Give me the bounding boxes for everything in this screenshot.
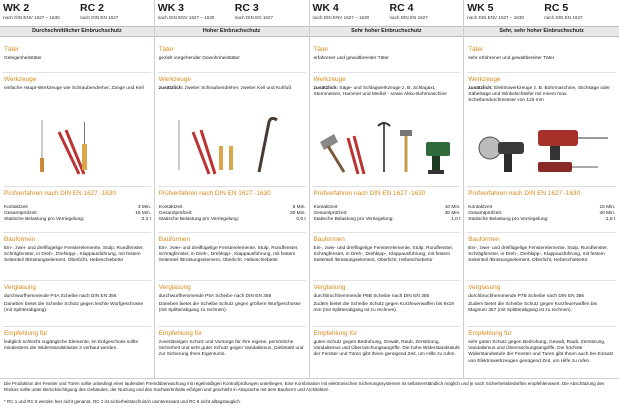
pruef-title: Prüfverfahren nach DIN EN 1627 -1630 <box>313 190 426 197</box>
taeter-section <box>159 46 306 62</box>
statisch-row <box>159 217 306 223</box>
verglasung-text2: Daneben bietet die Scheibe Schutz gegen leichte Wurfgeschosse (mit Splitterabgang). <box>4 302 144 314</box>
taeter-title: Täter <box>158 46 174 53</box>
kontaktzeit-value: 3 Min. <box>137 205 151 210</box>
statisch-row <box>4 217 151 223</box>
divider <box>3 326 151 327</box>
kontaktzeit-label: Kontaktzeit <box>468 205 492 210</box>
rc-class: RC 4 <box>389 2 414 14</box>
taeter-section <box>468 46 615 62</box>
divider <box>313 186 461 187</box>
column-wk4 <box>310 0 465 378</box>
verglasung-section <box>468 284 615 315</box>
pruef-title: Prüfverfahren nach DIN EN 1627 -1630 <box>468 190 581 197</box>
verglasung-section <box>4 284 151 315</box>
pruef-section <box>314 190 461 223</box>
column-header <box>310 0 464 26</box>
werkzeuge-section <box>468 76 615 105</box>
empf-section <box>159 330 306 359</box>
werkzeuge-text <box>4 86 151 92</box>
verglasung-title: Verglasung <box>4 284 36 291</box>
taeter-text: sehr erfahrener und gewaltbereiter Täter <box>468 56 555 61</box>
statisch-value: 1,0 t <box>451 217 461 222</box>
taeter-text: gezielt vorgehender Gewohnheitstäter <box>158 56 240 61</box>
protection-level-band: Sehr hoher Einbruchschutz <box>310 26 464 37</box>
tools-illustration-icon <box>314 112 461 178</box>
bau-section <box>468 236 615 265</box>
empf-section <box>4 330 151 352</box>
tools-illustration-icon <box>468 112 615 178</box>
empf-title: Empfehlung für <box>468 330 512 337</box>
statisch-label: Statische Belastung pro Verriegelung: <box>313 217 394 222</box>
werkzeuge-prefix: zusätzlich: <box>158 86 184 91</box>
bau-title: Bauformen <box>313 236 345 243</box>
gesamt-label: Gesamtprüfzeit: <box>468 211 503 216</box>
footer-footnote: * RC 1 und RC 6 werden hier nicht genannt. RC 1 ist sicherheitstechnisch uninteressant und RC 6 nicht alltagstauglich. <box>4 399 242 404</box>
wk-class: WK 2 <box>3 2 30 14</box>
empf-section <box>468 330 615 365</box>
divider <box>467 326 616 327</box>
statisch-label: Statische Belastung pro Verriegelung: <box>4 217 85 222</box>
bau-section <box>159 236 306 265</box>
empf-title: Empfehlung für <box>313 330 357 337</box>
verglasung-text2: Zudem bietet die Scheibe Schutz gegen Kurzfeuerwaffen bis 9x19 mm (mit Splitterabgang ist zu rechnen). <box>313 302 454 314</box>
werkzeuge-desc: zweiter Schraubendreher, zweiter Keil und Kuhfuß <box>184 86 292 91</box>
rc-class: RC 5 <box>544 2 569 14</box>
werkzeuge-text <box>159 86 306 92</box>
column-header <box>155 0 309 26</box>
divider <box>467 232 616 233</box>
kontaktzeit-label: Kontaktzeit <box>158 205 183 210</box>
divider <box>3 72 151 73</box>
empf-title: Empfehlung für <box>4 330 48 337</box>
divider <box>467 186 616 187</box>
werkzeuge-section <box>4 76 151 92</box>
rc-class: RC 2 <box>80 2 104 14</box>
werkzeuge-title: Werkzeuge <box>158 76 191 83</box>
divider <box>313 280 461 281</box>
rc-norm: nach DIN EN 1627 <box>544 15 583 20</box>
wk-class: WK 4 <box>312 2 339 14</box>
werkzeuge-section <box>159 76 306 92</box>
empf-title: Empfehlung für <box>158 330 203 337</box>
column-wk2 <box>0 0 155 378</box>
verglasung-text1: durchwurfhemmende P4A Scheibe nach DIN EN 356 <box>4 294 117 299</box>
verglasung-text2: Zudem bietet die Scheibe Schutz gegen Kurzfeuerwaffen bis Magnum 357 (mit Splitterabgang ist zu rechnen). <box>468 302 597 314</box>
empf-text: lediglich schlecht zugängliche Elemente, im Erdgeschoss sollte mindestens die Widerstandsklasse 3 verbaut werden. <box>4 340 139 352</box>
protection-level-band: Sehr, sehr hoher Einbruchschutz <box>464 26 619 37</box>
bau-text: Ein-, zwei- und dreiflügelige Fensterelemente, Stulp, Rundfenster, Schrägfenster, in Dreh-, Drehkipp-, Klappausführung, mit festem Seitenteil /Brüstungselement, Oberlicht, Hebeschiebetür <box>4 246 144 264</box>
werkzeuge-desc: einfache Haupt-Werkzeuge wie Schraubendreher, Zange und Keil <box>4 86 144 91</box>
verglasung-text1: durchbruchhemmende P7B Scheibe nach DIN EN 356 <box>468 294 584 299</box>
taeter-section <box>4 46 151 62</box>
verglasung-text1: durchbruchhemmende P6B Scheibe nach DIN EN 356 <box>313 294 430 299</box>
wk-norm: nach DIN ENV 1627 – 1630 <box>3 15 60 20</box>
wk-norm: nach DIN ENV 1627 – 1630 <box>467 15 524 20</box>
werkzeuge-title: Werkzeuge <box>4 76 37 83</box>
empf-text: sehr guten Schutz gegen Bedrohung, Gewalt, Raub, Zerstörung, Vandalismus und Überraschungsangriffe. Die höchste Widerstandsstufe der Fenster und Türen gibt Ihnen auch bei Einsatz von Elektrowerkzeugen genügend Zeit, um Hilfe zu rufen. <box>468 340 614 364</box>
werkzeuge-section <box>314 76 461 98</box>
divider <box>313 232 461 233</box>
kontaktzeit-value: 10 Min. <box>444 205 461 210</box>
werkzeuge-text <box>468 86 615 105</box>
bau-title: Bauformen <box>468 236 500 243</box>
divider <box>158 72 306 73</box>
pruef-section <box>159 190 306 223</box>
pruef-title: Prüfverfahren nach DIN EN 1627 -1630 <box>4 190 116 197</box>
werkzeuge-text <box>314 86 461 98</box>
statisch-row <box>468 217 615 223</box>
verglasung-section <box>314 284 461 315</box>
bau-text: Ein-, zwei- und dreiflügelige Fensterelemente, Stulp, Rundfenster, Schrägfenster, in Dreh-, Drehkipp-, Klappausführung, mit festem Seitenteil /Brüstungselement, Oberlicht, Hebeschiebetür <box>313 246 454 264</box>
bau-text: Ein-, zwei- und dreiflügelige Fensterelemente, Stulp, Rundfenster, Schrägfenster, in Dreh-, Drehkipp-, Klappausführung, mit festem Seitenteil /Brüstungselement, Oberlicht, Hebeschiebetür <box>468 246 608 264</box>
pruef-title: Prüfverfahren nach DIN EN 1627 -1630 <box>158 190 271 197</box>
taeter-title: Täter <box>468 46 484 53</box>
bau-text: Ein-, zwei- und dreiflügelige Fensterelemente, Stulp, Rundfenster, Schrägfenster, in Dreh-, Drehkipp-, Klappausführung, mit festem Seitenteil /Brüstungselement, Oberlicht, Hebeschiebetür <box>158 246 299 264</box>
footer-divider <box>0 378 619 379</box>
empf-text: guten Schutz gegen Bedrohung, Gewalt, Raub, Zerstörung, Vandalismus und Überraschungsangriffe. Die hohe Widerstandsstufe der Fenster und Türen gibt Ihnen genügend Zeit, um Hilfe zu rufen. <box>313 340 460 358</box>
gesamt-value: 40 Min. <box>599 211 616 216</box>
footer-note: Die Produktion der Fenster und Türen sollte unbedingt einer laufenden Fremdüberwachung mit regelmäßigen Kontrollprüfungen unterliegen. Eine Kombination mit elektronischen Sicherungssystemen ist selbstverständlich möglich und je nach Sicherheitsbedürfnis empfehlenswert. Die Abschätzung des Risikos sollte unter Berücksichtigung des Gebäudes, der Nutzung und des Sachwertinhalts erfolgen und geschieht in Absprache mit dem Bauherrn und Architekten. <box>4 381 605 392</box>
tools-illustration-icon <box>159 112 306 178</box>
divider <box>467 72 616 73</box>
column-header <box>0 0 154 26</box>
taeter-title: Täter <box>313 46 329 53</box>
gesamt-label: Gesamtprüfzeit: <box>313 211 348 216</box>
divider <box>3 232 151 233</box>
statisch-value: 0,6 t <box>296 217 306 222</box>
werkzeuge-prefix: zusätzlich: <box>313 86 339 91</box>
divider <box>313 72 461 73</box>
protection-level-band: Hoher Einbruchschutz <box>155 26 309 37</box>
rc-norm: nach DIN EN 1627 <box>234 15 274 20</box>
divider <box>3 280 151 281</box>
column-header <box>464 0 619 26</box>
bau-title: Bauformen <box>4 236 36 243</box>
statisch-row <box>314 217 461 223</box>
divider <box>313 326 461 327</box>
statisch-value: 0,3 t <box>141 217 151 222</box>
column-wk3 <box>155 0 310 378</box>
rc-class: RC 3 <box>234 2 259 14</box>
werkzeuge-desc: Säge- und Schlagwerkzeuge z. B. Schlagaxt, Stemmeisen, Hammer und Meißel - sowie Akku-Bohrmaschine <box>313 86 447 98</box>
statisch-label: Statische Belastung pro Verriegelung: <box>468 217 549 222</box>
empf-section <box>314 330 461 359</box>
verglasung-text1: durchwurfhemmende P5A Scheibe nach DIN EN 356 <box>158 294 272 299</box>
divider <box>158 232 306 233</box>
bau-title: Bauformen <box>158 236 191 243</box>
kontaktzeit-label: Kontaktzeit <box>4 205 28 210</box>
divider <box>467 280 616 281</box>
divider <box>3 186 151 187</box>
gesamt-value: 20 Min. <box>290 211 306 216</box>
rc-norm: nach DIN EN 1627 <box>389 15 428 20</box>
empf-text: zuverlässigen Schutz und Vorsorge für Ihre eigene, persönliche Sicherheit und sehr guter Schutz gegen Vandalismus, Diebstahl und zur Sicherung Ihres Eigentums. <box>158 340 304 358</box>
gesamt-label: Gesamtprüfzeit: <box>158 211 193 216</box>
wk-norm: nach DIN ENV 1627 – 1630 <box>157 15 215 20</box>
verglasung-section <box>159 284 306 315</box>
divider <box>158 280 306 281</box>
wk-class: WK 5 <box>467 2 494 14</box>
kontaktzeit-value: 5 Min. <box>292 205 306 210</box>
wk-norm: nach DIN ENV 1627 – 1630 <box>312 15 370 20</box>
taeter-section <box>314 46 461 62</box>
taeter-text: Gelegenheitstäter <box>4 56 42 61</box>
tools-illustration-icon <box>4 112 151 178</box>
bau-section <box>4 236 151 265</box>
pruef-section <box>468 190 615 223</box>
statisch-label: Statische Belastung pro Verriegelung: <box>158 217 240 222</box>
kontaktzeit-label: Kontaktzeit <box>313 205 338 210</box>
verglasung-text2: Daneben bietet die Scheibe Schutz gegen größere Wurfgeschosse (mit Splitterabgang zu rechnen). <box>158 302 301 314</box>
gesamt-value: 30 Min. <box>444 211 461 216</box>
divider <box>158 186 306 187</box>
gesamt-label: Gesamtprüfzeit: <box>4 211 38 216</box>
pruef-section <box>4 190 151 223</box>
werkzeuge-title: Werkzeuge <box>468 76 501 83</box>
wk-class: WK 3 <box>157 2 184 14</box>
taeter-text: erfahrener und gewaltbereiter Täter <box>313 56 389 61</box>
kontaktzeit-value: 15 Min. <box>599 205 616 210</box>
gesamt-value: 15 Min. <box>135 211 151 216</box>
taeter-title: Täter <box>4 46 19 53</box>
protection-level-band: Durchschnittlicher Einbruchschutz <box>0 26 154 37</box>
statisch-value: 1,5 t <box>605 217 616 222</box>
divider <box>158 326 306 327</box>
column-wk5 <box>464 0 619 378</box>
verglasung-title: Verglasung <box>158 284 191 291</box>
verglasung-title: Verglasung <box>468 284 501 291</box>
werkzeuge-title: Werkzeuge <box>313 76 346 83</box>
rc-norm: nach DIN EN 1627 <box>80 15 119 20</box>
verglasung-title: Verglasung <box>313 284 346 291</box>
bau-section <box>314 236 461 265</box>
werkzeuge-prefix: zusätzlich: <box>468 86 493 91</box>
werkzeuge-desc: Elektrowerkzeuge z. B. Bohrmaschine, Stichsäge oder Säbelsäge und Winkelschleifer mit einem max. Scheibendurchmesser von 125 mm <box>468 86 610 104</box>
